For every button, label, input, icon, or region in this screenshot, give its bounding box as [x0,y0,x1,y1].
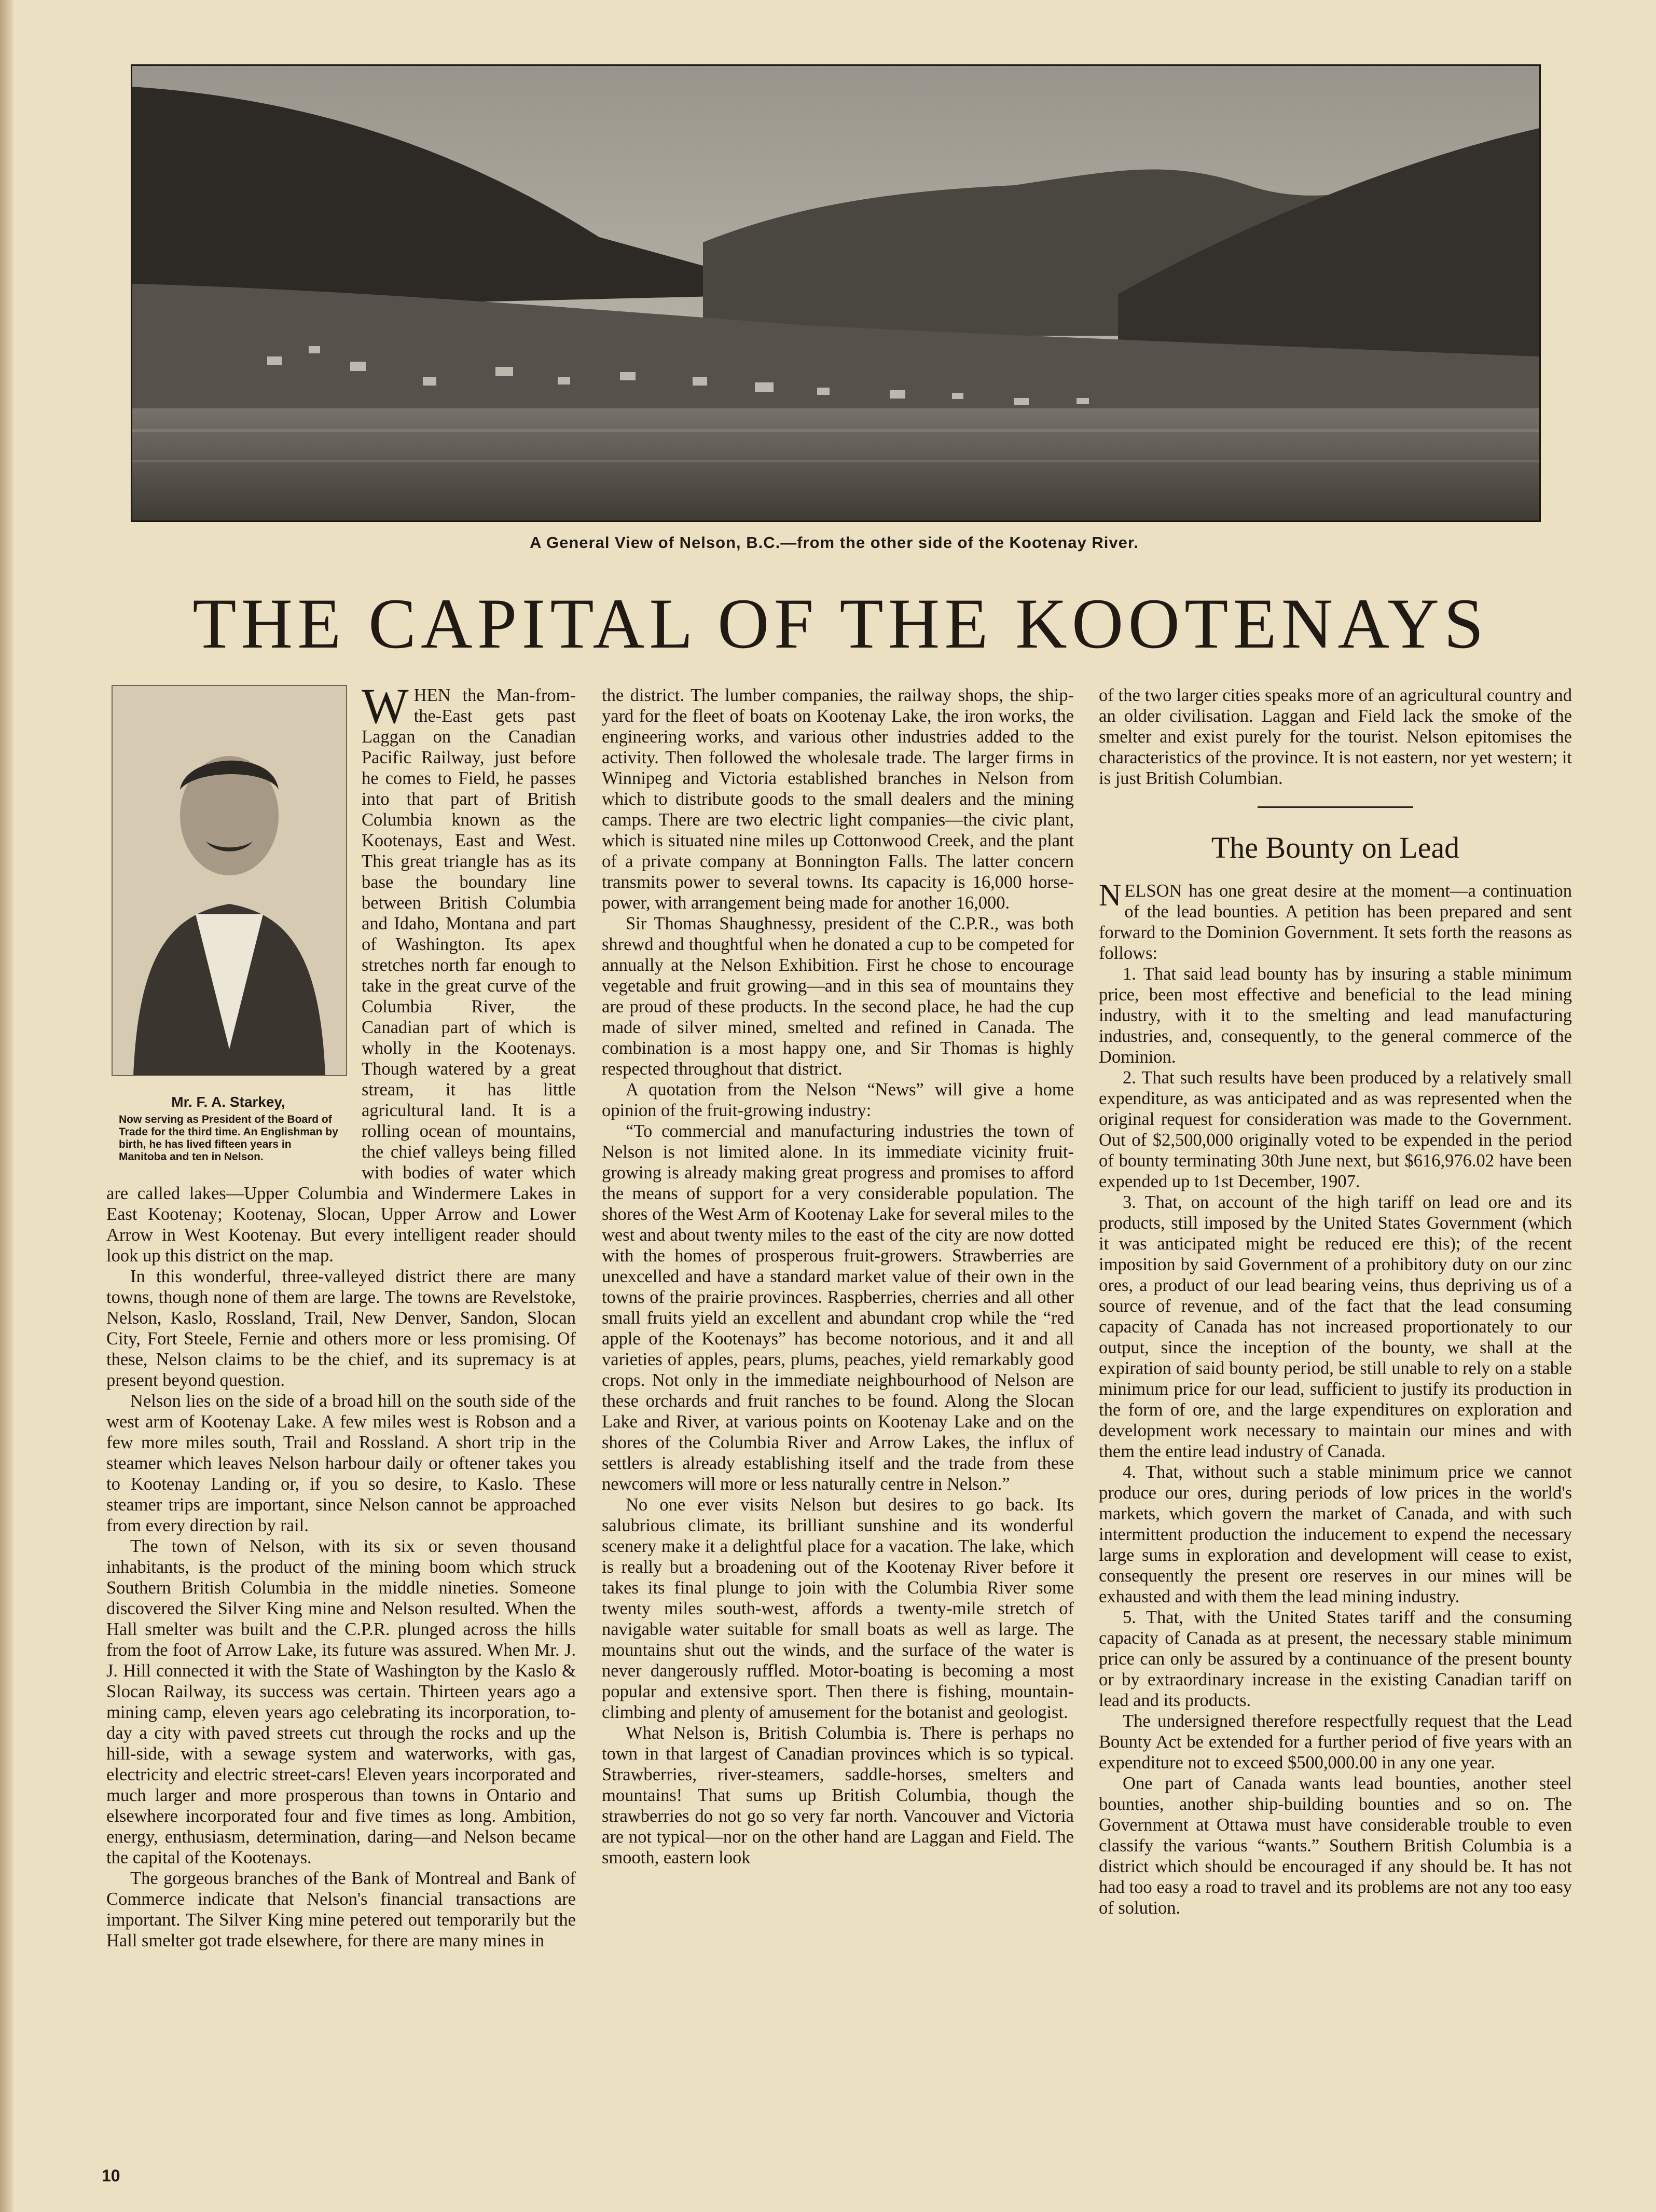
lead-paragraph: WHEN the Man-from-the-East gets past Laggan on the Canadian Pacific Railway, just before he comes to Field, he passes into that part of British Columbia known as the Kootenays, East and West. This great triangle has as its base the boundary line between British Columbia and Idaho, Montana and part of Washington. Its apex stretches north far enough to take in the great curve of the Columbia River, the Canadian part of which is wholly in the Kootenays. Though watered by a great stream, it has little agricultural land. It is a rolling ocean of mountains, the chief valleys being filled with bodies of water which are called lakes—Upper Columbia and Windermere Lakes in East Kootenay; Kootenay, Slocan, Upper Arrow and Lower Arrow in West Kootenay. But every intelligent reader should look up this district on the map. [106,678,576,1266]
paragraph: A quotation from the Nelson “News” will give a home opinion of the fruit-growing industry: [602,1080,1074,1120]
paragraph: the district. The lumber companies, the railway shops, the ship-yard for the fleet of boats on Kootenay Lake, the iron works, the engineering works, and various other industries added to the activity. Then followed the wholesale trade. The larger firms in Winnipeg and Victoria established branches in Nelson from which to distribute goods to the small dealers and the mining camps. There are two electric light companies—the civic plant, which is situated nine miles up Cottonwood Creek, and the plant of a private company at Bonnington Falls. The latter concern transmits power to several towns. Its capacity is 16,000 horse-power, with arrangement being made for another 16,000. [602,685,1074,913]
article-column-1 [106,678,576,1951]
article-headline: THE CAPITAL OF THE KOOTENAYS [192,584,1488,663]
article-column-3 [1099,685,1572,1918]
photo-caption: A General View of Nelson, B.C.—from the other side of the Kootenay River. [530,533,1139,552]
drop-cap: W [362,678,409,734]
paragraph: of the two larger cities speaks more of an agricultural country and an older civilisation. Laggan and Field lack the smoke of the smelter and exist purely for the tourist. Nelson epitomises the characteristics of the province. It is not eastern, nor yet western; it is just British Columbian. [1099,685,1572,788]
drop-cap: N [1099,878,1122,912]
panorama-illustration [132,66,1539,520]
paragraph: Nelson lies on the side of a broad hill on the south side of the west arm of Kootenay Lake. A few miles west is Robson and a few more miles south, Trail and Rossland. A short trip in the steamer which leaves Nelson harbour daily or oftener takes you to Kootenay Landing or, if you so desire, to Kaslo. These steamer trips are important, since Nelson cannot be approached from every direction by rail. [106,1391,576,1535]
page-number: 10 [102,2166,120,2185]
petition-item: 4. That, without such a stable minimum price we cannot produce our ores, during periods of low prices in the world's markets, which govern the market of Canada, and with such intermittent production the inducement to expend the necessary large sums in exploration and development will cease to exist, consequently the present ore reserves in our mines will be exhausted and with them the lead mining industry. [1099,1462,1572,1606]
petition-item: 1. That said lead bounty has by insuring a stable minimum price, been most effective and beneficial to the lead mining industry, with it to the smelting and lead manufacturing industries, and, consequently, to the general commerce of the Dominion. [1099,964,1572,1067]
quote-paragraph: “To commercial and manufacturing industries the town of Nelson is not limited alone. In its immediate vicinity fruit-growing is already making great progress and promises to afford the means of support for a very considerable population. The shores of the West Arm of Kootenay Lake for several miles to the west and about twenty miles to the east of the city are now dotted with the homes of prosperous fruit-growers. Strawberries are unexcelled and have a standard market value of their own in the towns of the prairie provinces. Raspberries, cherries and all other small fruits yield an excellent and abundant crop while the “red apple of the Kootenays” has become notorious, and it and all varieties of apples, pears, plums, peaches, yield remarkably good crops. Not only in the immediate neighbourhood of Nelson are these orchards and fruit ranches to be found. Along the Slocan Lake and River, at various points on Kootenay Lake and on the shores of the Columbia River and Arrow Lakes, the influx of settlers is already establishing itself and the trade from these newcomers will more or less naturally centre in Nelson.” [602,1121,1074,1494]
paragraph: The gorgeous branches of the Bank of Montreal and Bank of Commerce indicate that Nelson's financial transactions are important. The Silver King mine petered out temporarily but the Hall smelter got trade elsewhere, for there are many mines in [106,1868,576,1950]
nelson-panorama-photo [131,64,1541,522]
paragraph: One part of Canada wants lead bounties, another steel bounties, another ship-building bounties and so on. The Government at Ottawa must have considerable trouble to even classify the various “wants.” Southern British Columbia is a district which should be encouraged if any should be. It has not had too easy a road to travel and its problems are not any too easy of solution. [1099,1774,1572,1918]
paragraph: In this wonderful, three-valleyed district there are many towns, though none of them are large. The towns are Revelstoke, Nelson, Kaslo, Rossland, Trail, New Denver, Sandon, Slocan City, Fort Steele, Fernie and others more or less promising. Of these, Nelson claims to be the chief, and its supremacy is at present beyond question. [106,1267,576,1390]
portrait-photo [112,685,347,1076]
portrait-name: Mr. F. A. Starkey, [171,1094,285,1110]
section-divider [1258,806,1413,808]
paragraph: The town of Nelson, with its six or seven thousand inhabitants, is the product of the mining boom which struck Southern British Columbia in the middle nineties. Someone discovered the Silver King mine and Nelson resulted. When the Hall smelter was built and the C.P.R. plunged across the hills from the foot of Arrow Lake, its future was assured. When Mr. J. J. Hill connected it with the State of Washington by the Kaslo & Slocan Railway, its success was certain. Thirteen years ago a mining camp, eleven years ago celebrating its incorporation, to-day a city with paved streets cut through the rocks and up the hill-side, with a sewage system and waterworks, with gas, electricity and electric street-cars! Eleven years incorporated and much larger and more prosperous than towns in Ontario and elsewhere incorporated four and five times as long. Ambition, energy, enthusiasm, determination, daring—and Nelson became the capital of the Kootenays. [106,1536,576,1867]
portrait-illustration [113,686,346,1075]
paragraph: The undersigned therefore respectfully request that the Lead Bounty Act be extended for a further period of five years with an expenditure not to exceed $500,000.00 in any one year. [1099,1711,1572,1773]
article-column-2 [602,685,1074,1868]
petition-item: 5. That, with the United States tariff and the consuming capacity of Canada as at present, the necessary stable minimum price can only be assured by a continuance of the present bounty or by extraordinary increase in the existing Canadian tariff on lead and its products. [1099,1608,1572,1710]
paragraph: What Nelson is, British Columbia is. There is perhaps no town in that largest of Canadian provinces which is so typical. Strawberries, river-steamers, saddle-horses, smelters and mountains! That sums up British Columbia, though the strawberries do not go so very far north. Vancouver and Victoria are not typical—nor on the other hand are Laggan and Field. The smooth, eastern look [602,1723,1074,1867]
page-binding-edge [0,0,13,2212]
portrait-description: Now serving as President of the Board of Trade for the third time. An Englishman by birth, he has lived fifteen years in Manitoba and ten in Nelson. [119,1114,338,1163]
paragraph: Sir Thomas Shaughnessy, president of the C.P.R., was both shrewd and thoughtful when he donated a cup to be competed for annually at the Nelson Exhibition. First he chose to encourage vegetable and fruit growing—and in this sea of mountains they are proud of these products. In the second place, he had the cup made of silver mined, smelted and refined in Canada. The combination is a most happy one, and Sir Thomas is highly respected throughout that district. [602,914,1074,1079]
section-lead-paragraph: NELSON has one great desire at the moment—a continuation of the lead bounties. A petition has been prepared and sent forward to the Dominion Government. It sets forth the reasons as follows: [1099,878,1572,963]
paragraph: No one ever visits Nelson but desires to go back. Its salubrious climate, its brilliant sunshine and its wonderful scenery make it a delightful place for a vacation. The lake, which is really but a broadening out of the Kootenay River before it takes its final plunge to join with the Columbia River some twenty miles south-west, affords a twenty-mile stretch of navigable water suitable for small boats as well as large. The mountains shut out the winds, and the surface of the water is never dangerously ruffled. Motor-boating is becoming a most popular and extensive sport. Then there is fishing, mountain-climbing and plenty of amusement for the botanist and geologist. [602,1495,1074,1722]
petition-item: 3. That, on account of the high tariff on lead ore and its products, still imposed by the United States Government (which it was anticipated might be reduced ere this); of the recent imposition by said Government of a prohibitory duty on our zinc ores, a product of our lead bearing veins, thus depriving us of a source of revenue, and of the fact that the lead consuming capacity of Canada has not increased proportionately to our output, since the inception of the bounty, we shall at the expiration of said bounty period, be still unable to rely on a stable minimum price for our lead, sufficient to justify its production in the form of ore, and the large expenditures on exploration and development work necessary to maintain our mines and with them the entire lead industry of Canada. [1099,1192,1572,1461]
portrait-block [106,685,350,1163]
petition-item: 2. That such results have been produced by a relatively small expenditure, as was anticipated and as was represented when the original request for consideration was made to the Government. Out of $2,500,000 originally voted to be expended in the period of bounty terminating 30th June next, but $616,976.02 have been expended up to 1st December, 1907. [1099,1068,1572,1191]
section-heading: The Bounty on Lead [1211,831,1460,864]
